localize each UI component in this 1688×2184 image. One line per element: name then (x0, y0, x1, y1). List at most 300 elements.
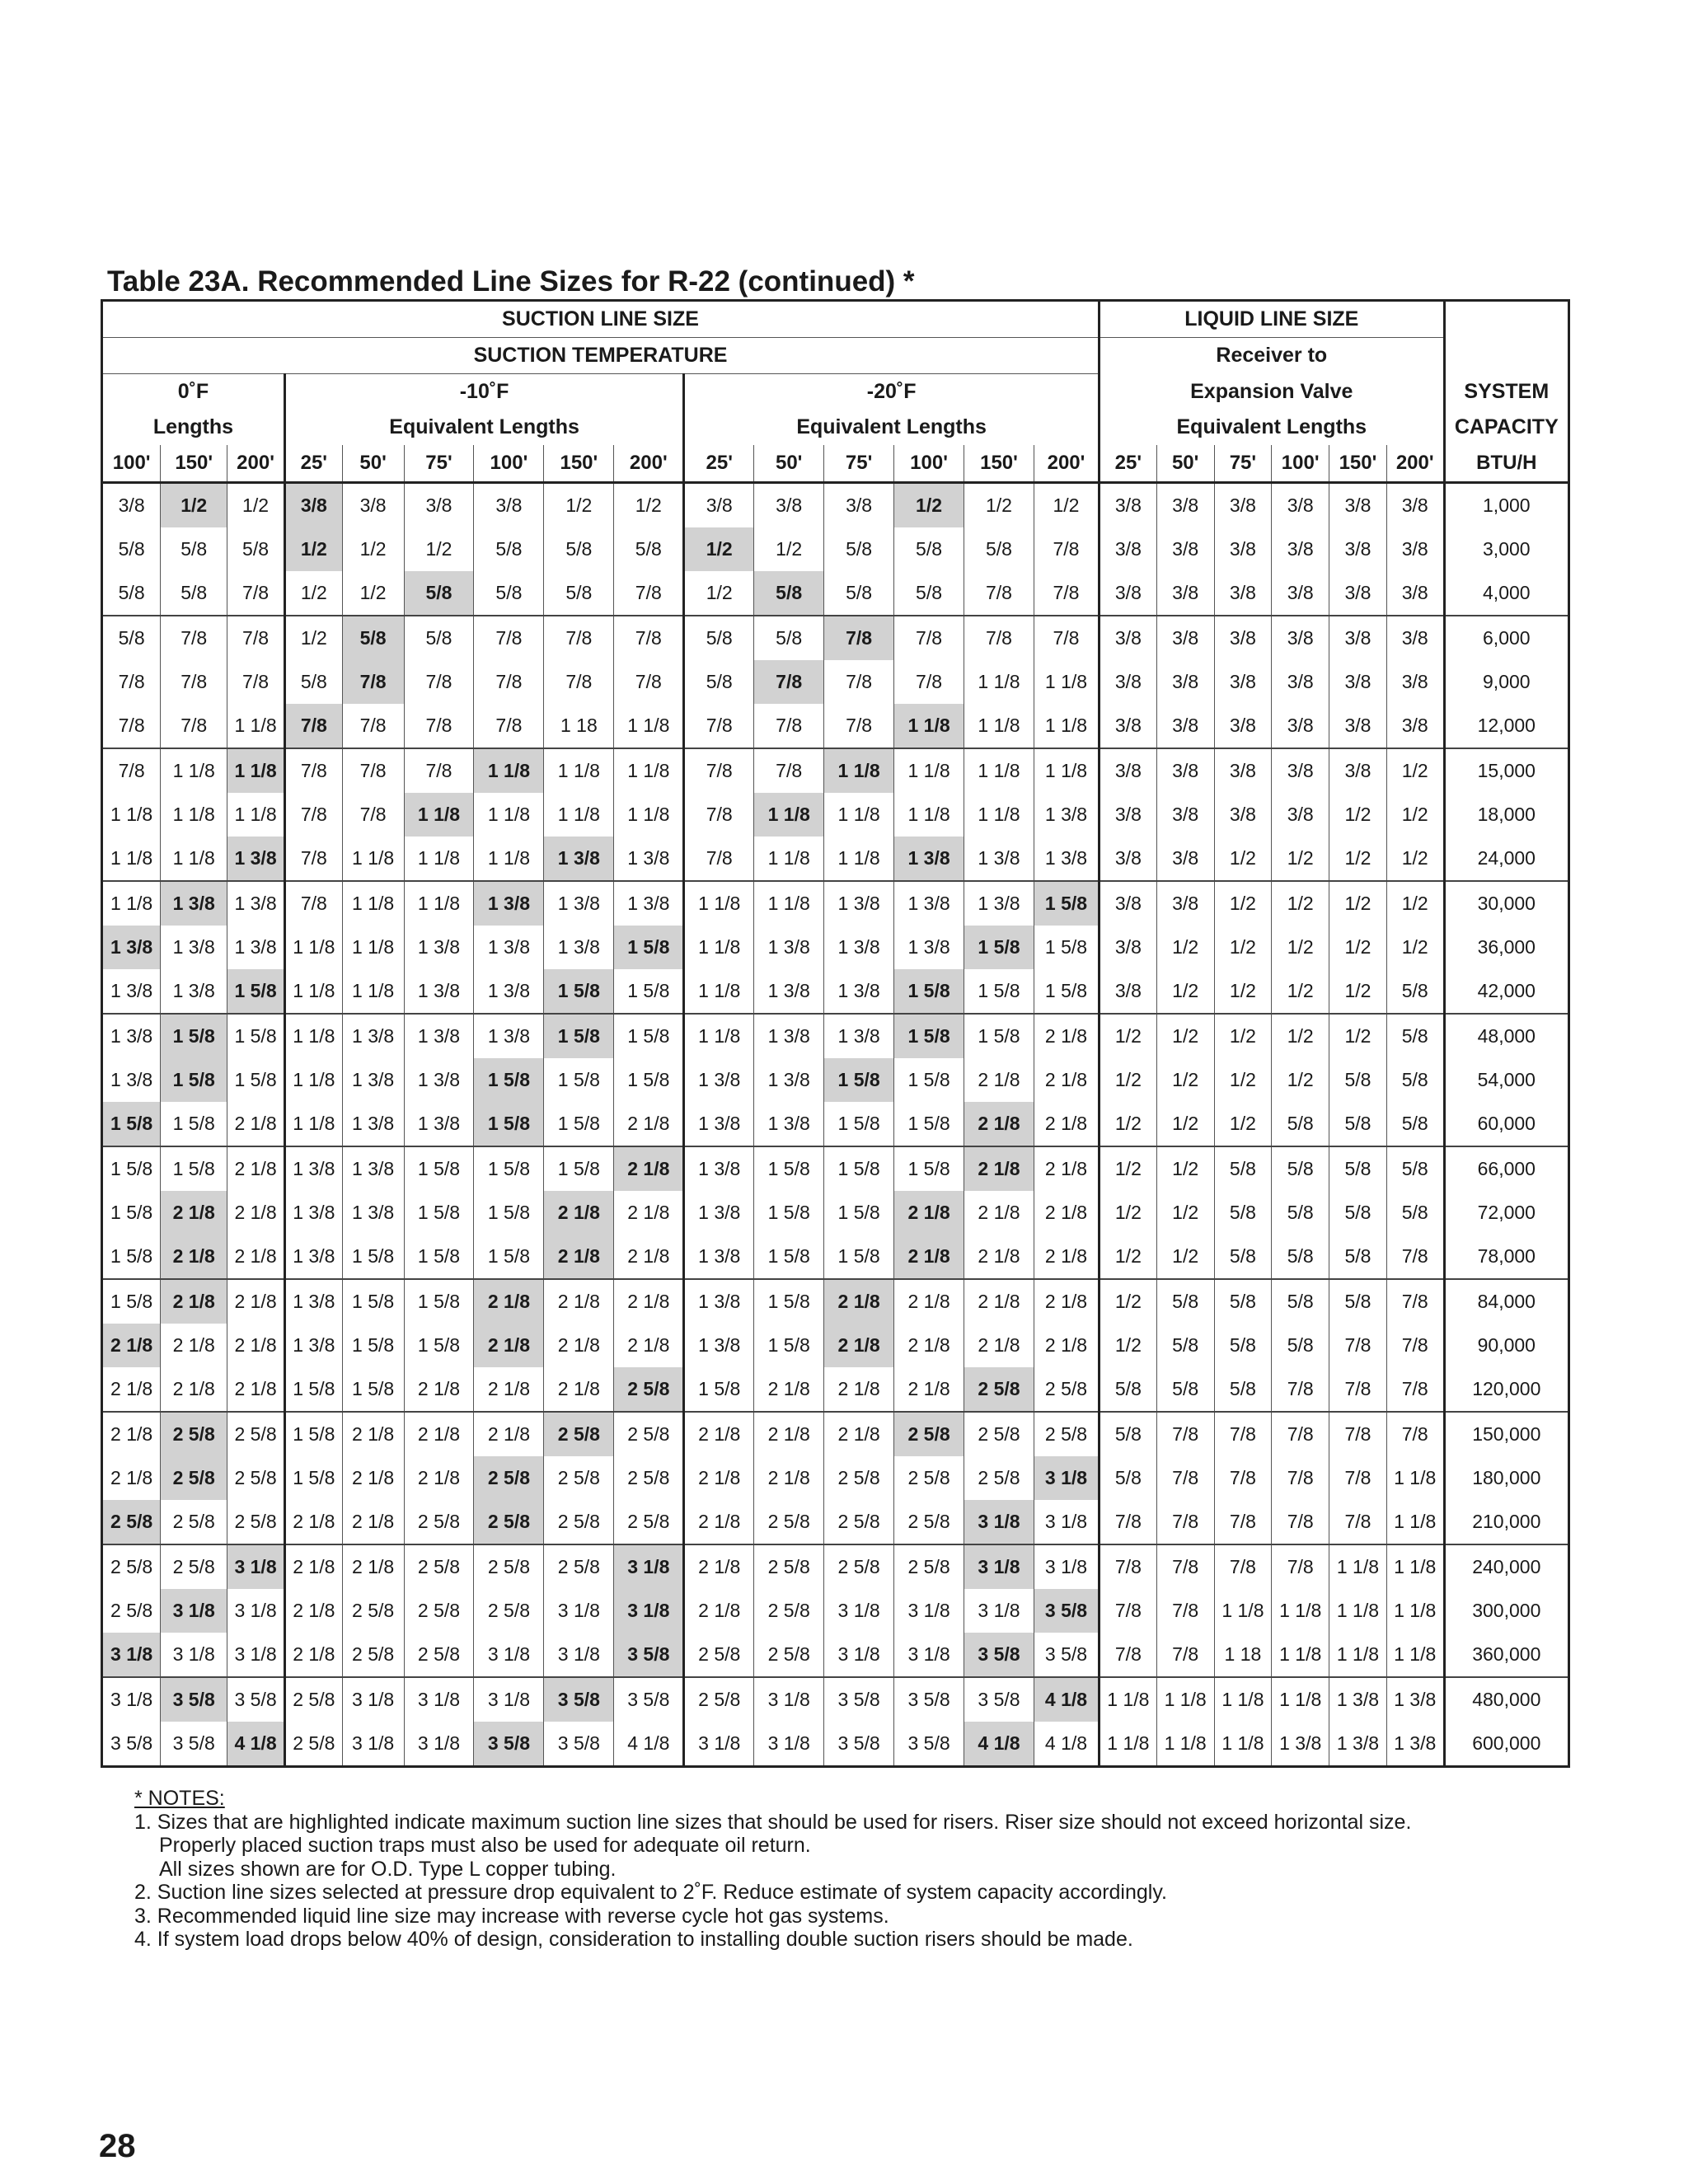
size-cell: 1 3/8 (684, 1102, 754, 1146)
size-cell: 2 1/8 (964, 1058, 1034, 1102)
size-cell: 5/8 (684, 660, 754, 704)
size-cell: 1 1/8 (342, 926, 404, 969)
size-cell: 3/8 (684, 483, 754, 528)
size-cell: 5/8 (894, 571, 964, 616)
size-cell: 1 1/8 (1100, 1677, 1157, 1722)
size-cell: 7/8 (1156, 1589, 1214, 1633)
riser-max-cell: 2 5/8 (161, 1412, 227, 1456)
size-cell: 7/8 (1214, 1544, 1272, 1589)
size-cell: 1 1/8 (1329, 1633, 1387, 1677)
size-cell: 1 1/8 (1329, 1544, 1387, 1589)
riser-max-cell: 1 1/8 (754, 793, 824, 837)
size-cell: 3/8 (1329, 483, 1387, 528)
size-cell: 2 1/8 (227, 1146, 285, 1191)
size-cell: 2 5/8 (894, 1544, 964, 1589)
size-cell: 5/8 (824, 571, 894, 616)
capacity-cell: 36,000 (1444, 926, 1568, 969)
size-cell: 1 3/8 (284, 1191, 342, 1235)
size-cell: 3 1/8 (1034, 1500, 1099, 1544)
size-cell: 3 1/8 (342, 1677, 404, 1722)
size-cell: 3/8 (1272, 793, 1329, 837)
size-cell: 1/2 (1034, 483, 1099, 528)
size-cell: 1 1/8 (754, 837, 824, 881)
size-cell: 2 1/8 (474, 1367, 544, 1412)
size-cell: 2 5/8 (110, 1600, 153, 1621)
size-cell: 1 1/8 (1386, 1500, 1444, 1544)
size-cell: 5/8 (284, 660, 342, 704)
size-cell: 3/8 (1272, 571, 1329, 616)
size-cell: 1 1/8 (342, 969, 404, 1014)
size-cell: 3/8 (1272, 616, 1329, 660)
size-cell: 1 3/8 (824, 969, 894, 1014)
capacity-cell: 72,000 (1444, 1191, 1568, 1235)
length-header: 200' (1386, 445, 1444, 483)
riser-max-cell: 1 3/8 (474, 881, 544, 926)
size-cell: 5/8 (118, 538, 145, 560)
size-cell: 1 5/8 (824, 1191, 894, 1235)
size-cell: 1/2 (1329, 1014, 1387, 1058)
riser-max-cell: 3 5/8 (964, 1633, 1034, 1677)
riser-max-cell: 3 1/8 (227, 1544, 285, 1589)
size-cell: 1 5/8 (284, 1456, 342, 1500)
length-header: 150' (1329, 445, 1387, 483)
table-row (103, 483, 1568, 528)
size-cell: 2 1/8 (1034, 1014, 1099, 1058)
table-row (103, 704, 1568, 748)
riser-max-cell: 5/8 (342, 616, 404, 660)
size-cell: 2 1/8 (964, 1191, 1034, 1235)
size-cell: 2 1/8 (404, 1412, 474, 1456)
size-cell: 1 1/8 (684, 1014, 754, 1058)
size-cell: 1/2 (1386, 926, 1444, 969)
size-cell: 7/8 (1214, 1456, 1272, 1500)
size-cell: 1 5/8 (614, 1058, 684, 1102)
size-cell: 2 1/8 (684, 1544, 754, 1589)
size-cell: 3 1/8 (161, 1633, 227, 1677)
size-cell: 1 3/8 (754, 1014, 824, 1058)
length-header: 50' (754, 445, 824, 483)
size-cell: 5/8 (1386, 1102, 1444, 1146)
size-cell: 2 5/8 (544, 1544, 614, 1589)
capacity-cell: 120,000 (1444, 1367, 1568, 1412)
riser-max-cell: 4 1/8 (964, 1722, 1034, 1765)
size-cell: 3 5/8 (824, 1722, 894, 1765)
size-cell: 2 5/8 (110, 1556, 153, 1577)
riser-max-cell: 3 5/8 (1034, 1589, 1099, 1633)
size-cell: 1 5/8 (544, 1058, 614, 1102)
size-cell: 2 5/8 (1034, 1367, 1099, 1412)
size-cell: 1/2 (1386, 881, 1444, 926)
size-cell: 1 3/8 (684, 1146, 754, 1191)
size-cell: 5/8 (1214, 1146, 1272, 1191)
size-cell: 7/8 (614, 660, 684, 704)
size-cell: 2 1/8 (110, 1467, 153, 1488)
size-cell: 3/8 (1100, 660, 1157, 704)
size-cell: 1 3/8 (684, 1191, 754, 1235)
size-cell: 1 1/8 (1034, 748, 1099, 793)
size-cell: 3 5/8 (110, 1732, 153, 1754)
size-cell: 7/8 (1329, 1456, 1387, 1500)
length-header: 50' (1156, 445, 1214, 483)
size-cell: 1/2 (1156, 926, 1214, 969)
size-cell: 7/8 (474, 616, 544, 660)
size-cell: 1 3/8 (684, 1324, 754, 1367)
size-cell: 1/2 (1100, 1102, 1157, 1146)
size-cell: 1 1/8 (284, 969, 342, 1014)
size-cell: 1 5/8 (103, 1235, 161, 1279)
capacity-cell: 15,000 (1444, 748, 1568, 793)
size-cell: 2 1/8 (894, 1367, 964, 1412)
size-cell: 1/2 (1100, 1191, 1157, 1235)
length-header: 200' (1034, 445, 1099, 483)
size-cell: 2 1/8 (684, 1589, 754, 1633)
size-cell: 1 5/8 (684, 1367, 754, 1412)
size-cell: 1 3/8 (342, 1191, 404, 1235)
riser-max-cell: 1 5/8 (161, 1058, 227, 1102)
size-cell: 5/8 (1214, 1367, 1272, 1412)
size-cell: 2 1/8 (161, 1324, 227, 1367)
table-row (103, 1146, 1568, 1191)
size-cell: 2 1/8 (1034, 1102, 1099, 1146)
riser-max-cell: 1 5/8 (894, 1014, 964, 1058)
size-cell: 1 3/8 (1329, 1677, 1387, 1722)
length-header: 150' (964, 445, 1034, 483)
size-cell: 2 5/8 (1034, 1412, 1099, 1456)
size-cell: 1 3/8 (404, 1102, 474, 1146)
size-cell: 5/8 (1156, 1279, 1214, 1324)
capacity-cell: 300,000 (1444, 1589, 1568, 1633)
size-cell: 3/8 (1329, 527, 1387, 571)
size-cell: 1/2 (614, 483, 684, 528)
size-cell: 7/8 (1156, 1456, 1214, 1500)
table-row (103, 837, 1568, 881)
size-cell: 1/2 (1156, 1235, 1214, 1279)
size-cell: 7/8 (474, 704, 544, 748)
size-cell: 7/8 (342, 748, 404, 793)
size-cell: 1 1/8 (684, 881, 754, 926)
size-cell: 5/8 (1100, 1456, 1157, 1500)
capacity-cell: 9,000 (1444, 660, 1568, 704)
size-cell: 3/8 (1272, 527, 1329, 571)
size-cell: 1 1/8 (824, 793, 894, 837)
riser-max-cell: 1 1/8 (474, 748, 544, 793)
riser-max-cell: 1 3/8 (894, 837, 964, 881)
size-cell: 5/8 (1386, 969, 1444, 1014)
riser-max-cell: 3 1/8 (1034, 1456, 1099, 1500)
length-header: 200' (227, 445, 285, 483)
size-cell: 1 5/8 (404, 1235, 474, 1279)
size-cell: 7/8 (1272, 1544, 1329, 1589)
size-cell: 2 5/8 (614, 1412, 684, 1456)
riser-max-cell: 5/8 (404, 571, 474, 616)
size-cell: 1 1/8 (1156, 1677, 1214, 1722)
size-cell: 2 5/8 (754, 1500, 824, 1544)
size-cell: 7/8 (1100, 1633, 1157, 1677)
size-cell: 1 5/8 (110, 1291, 153, 1312)
riser-max-cell: 1 3/8 (227, 837, 285, 881)
size-cell: 7/8 (1214, 1500, 1272, 1544)
size-cell: 1 3/8 (754, 1058, 824, 1102)
riser-max-cell: 3/8 (284, 483, 342, 528)
size-cell: 1 5/8 (754, 1191, 824, 1235)
size-cell: 1 3/8 (227, 926, 285, 969)
size-cell: 4 1/8 (1034, 1722, 1099, 1765)
size-cell: 3/8 (1100, 969, 1157, 1014)
note-4: 4. If system load drops below 40% of design, consideration to installing double suction risers should be made. (134, 1928, 1133, 1951)
riser-max-cell: 2 5/8 (103, 1500, 161, 1544)
size-cell: 5/8 (1214, 1279, 1272, 1324)
size-cell: 2 1/8 (614, 1279, 684, 1324)
size-cell: 2 5/8 (754, 1589, 824, 1633)
capacity-cell: 210,000 (1444, 1500, 1568, 1544)
size-cell: 2 1/8 (103, 1367, 161, 1412)
size-cell: 7/8 (684, 837, 754, 881)
size-cell: 1 3/8 (474, 926, 544, 969)
size-cell: 7/8 (1386, 1324, 1444, 1367)
equiv-lengths-10-label: Equivalent Lengths (284, 410, 683, 445)
size-cell: 5/8 (1272, 1102, 1329, 1146)
size-cell: 1 1/8 (614, 704, 684, 748)
size-cell: 7/8 (161, 704, 227, 748)
size-cell: 3 1/8 (894, 1633, 964, 1677)
size-cell: 2 1/8 (964, 1324, 1034, 1367)
size-cell: 1 5/8 (404, 1146, 474, 1191)
size-cell: 3/8 (118, 494, 145, 516)
size-cell: 2 1/8 (894, 1324, 964, 1367)
size-cell: 1 3/8 (684, 1235, 754, 1279)
riser-max-cell: 2 1/8 (894, 1191, 964, 1235)
riser-max-cell: 3 5/8 (544, 1677, 614, 1722)
table-row (103, 1633, 1568, 1677)
capacity-cell: 66,000 (1444, 1146, 1568, 1191)
size-cell: 3 5/8 (544, 1722, 614, 1765)
btuh-header: BTU/H (1444, 445, 1568, 483)
size-cell: 3/8 (1214, 483, 1272, 528)
size-cell: 5/8 (754, 616, 824, 660)
riser-max-cell: 2 5/8 (474, 1500, 544, 1544)
size-cell: 2 1/8 (227, 1367, 285, 1412)
size-cell: 1 5/8 (1034, 926, 1099, 969)
size-cell: 3 5/8 (964, 1677, 1034, 1722)
size-cell: 1/2 (1329, 881, 1387, 926)
length-header: 75' (1214, 445, 1272, 483)
size-cell: 1 3/8 (824, 926, 894, 969)
size-cell: 5/8 (103, 571, 161, 616)
size-cell: 2 1/8 (544, 1367, 614, 1412)
size-cell: 3 5/8 (894, 1722, 964, 1765)
size-cell: 2 5/8 (404, 1500, 474, 1544)
riser-max-cell: 2 1/8 (161, 1235, 227, 1279)
capacity-cell: 240,000 (1444, 1544, 1568, 1589)
size-cell: 2 5/8 (404, 1589, 474, 1633)
size-cell: 1/2 (684, 571, 754, 616)
size-cell: 1/2 (1100, 1146, 1157, 1191)
size-cell: 3 1/8 (404, 1722, 474, 1765)
size-cell: 7/8 (824, 660, 894, 704)
size-cell: 1 5/8 (824, 1102, 894, 1146)
size-cell: 3 5/8 (227, 1677, 285, 1722)
size-cell: 1 1/8 (227, 704, 285, 748)
riser-max-cell: 3 1/8 (614, 1544, 684, 1589)
size-cell: 5/8 (614, 527, 684, 571)
size-cell: 1 1/8 (1386, 1633, 1444, 1677)
size-cell: 3/8 (404, 483, 474, 528)
size-cell: 1 3/8 (754, 1102, 824, 1146)
size-cell: 1 3/8 (1272, 1722, 1329, 1765)
size-cell: 3/8 (1156, 793, 1214, 837)
size-cell: 1 5/8 (161, 1102, 227, 1146)
size-cell: 2 1/8 (404, 1367, 474, 1412)
riser-max-cell: 3 1/8 (614, 1589, 684, 1633)
size-cell: 1 5/8 (544, 1146, 614, 1191)
size-cell: 3/8 (1214, 527, 1272, 571)
capacity-cell: 78,000 (1444, 1235, 1568, 1279)
size-cell: 3 1/8 (544, 1589, 614, 1633)
size-cell: 7/8 (1100, 1589, 1157, 1633)
size-cell: 1/2 (284, 616, 342, 660)
size-cell: 1/2 (1100, 1324, 1157, 1367)
riser-max-cell: 1 1/8 (404, 793, 474, 837)
riser-max-cell: 1/2 (684, 527, 754, 571)
size-cell: 5/8 (1272, 1235, 1329, 1279)
size-cell: 2 1/8 (342, 1456, 404, 1500)
size-cell: 1 5/8 (404, 1324, 474, 1367)
size-cell: 7/8 (754, 748, 824, 793)
size-cell: 1 18 (1214, 1633, 1272, 1677)
size-cell: 3/8 (1100, 793, 1157, 837)
size-cell: 1 5/8 (404, 1191, 474, 1235)
size-cell: 1 5/8 (544, 1102, 614, 1146)
size-cell: 7/8 (1272, 1367, 1329, 1412)
riser-max-cell: 2 5/8 (544, 1412, 614, 1456)
riser-max-cell: 2 1/8 (824, 1324, 894, 1367)
capacity-cell: 90,000 (1444, 1324, 1568, 1367)
size-cell: 3/8 (1272, 704, 1329, 748)
size-cell: 1 3/8 (284, 1235, 342, 1279)
size-cell: 1 1/8 (544, 793, 614, 837)
size-cell: 1 3/8 (110, 1069, 153, 1090)
size-cell: 1 1/8 (404, 837, 474, 881)
size-cell: 5/8 (404, 616, 474, 660)
size-cell: 1/2 (1156, 1014, 1214, 1058)
size-cell: 7/8 (1386, 1367, 1444, 1412)
size-cell: 1 5/8 (754, 1235, 824, 1279)
size-cell: 1 1/8 (404, 881, 474, 926)
size-cell: 1 1/8 (894, 748, 964, 793)
size-cell: 1/2 (1214, 1058, 1272, 1102)
size-cell: 2 5/8 (227, 1412, 285, 1456)
table-row (103, 1589, 1568, 1633)
size-cell: 7/8 (1034, 571, 1099, 616)
size-cell: 7/8 (1329, 1412, 1387, 1456)
size-cell: 2 1/8 (964, 1279, 1034, 1324)
size-cell: 3 1/8 (1034, 1544, 1099, 1589)
riser-max-cell: 1 5/8 (474, 1058, 544, 1102)
capacity-cell: 54,000 (1444, 1058, 1568, 1102)
size-cell: 5/8 (1329, 1279, 1387, 1324)
table-row (103, 527, 1568, 571)
table-row (103, 793, 1568, 837)
size-cell: 3/8 (1156, 704, 1214, 748)
size-cell: 3/8 (1329, 660, 1387, 704)
size-cell: 2 1/8 (544, 1324, 614, 1367)
size-cell: 3/8 (1272, 483, 1329, 528)
size-cell: 5/8 (227, 527, 285, 571)
size-cell: 1 1/8 (474, 837, 544, 881)
size-cell: 1 1/8 (284, 1014, 342, 1058)
size-cell: 7/8 (404, 748, 474, 793)
size-cell: 1 5/8 (342, 1367, 404, 1412)
length-header: 25' (1100, 445, 1157, 483)
size-cell: 5/8 (1329, 1235, 1387, 1279)
size-cell: 1 1/8 (1272, 1633, 1329, 1677)
size-cell: 5/8 (1272, 1279, 1329, 1324)
notes (134, 1787, 1411, 1952)
capacity-cell: 18,000 (1444, 793, 1568, 837)
size-cell: 1 3/8 (964, 837, 1034, 881)
riser-max-cell: 2 1/8 (474, 1279, 544, 1324)
line-size-table (103, 302, 1568, 1765)
size-cell: 1 5/8 (284, 1367, 342, 1412)
capacity-spacer-2 (1444, 338, 1568, 374)
table-row (103, 1014, 1568, 1058)
size-cell: 1 1/8 (754, 881, 824, 926)
riser-max-cell: 2 1/8 (474, 1324, 544, 1367)
size-cell: 7/8 (544, 660, 614, 704)
size-cell: 1/2 (1272, 1014, 1329, 1058)
size-cell: 1 5/8 (964, 1014, 1034, 1058)
size-cell: 1 3/8 (894, 926, 964, 969)
size-cell: 3/8 (1386, 660, 1444, 704)
size-cell: 1 3/8 (544, 926, 614, 969)
size-cell: 3/8 (1100, 571, 1157, 616)
size-cell: 1/2 (342, 527, 404, 571)
size-cell: 1/2 (1329, 969, 1387, 1014)
size-cell: 5/8 (161, 571, 227, 616)
riser-max-cell: 2 1/8 (161, 1279, 227, 1324)
size-cell: 2 5/8 (894, 1456, 964, 1500)
capacity-cell: 1,000 (1444, 483, 1568, 528)
size-cell: 1/2 (1214, 837, 1272, 881)
size-cell: 1 1/8 (1214, 1722, 1272, 1765)
size-cell: 3 1/8 (544, 1633, 614, 1677)
size-cell: 5/8 (824, 527, 894, 571)
size-cell: 7/8 (404, 704, 474, 748)
size-cell: 1 1/8 (1272, 1677, 1329, 1722)
equiv-lengths-20-label: Equivalent Lengths (684, 410, 1100, 445)
size-cell: 2 5/8 (544, 1500, 614, 1544)
size-cell: 2 1/8 (614, 1324, 684, 1367)
riser-max-cell: 1 5/8 (474, 1102, 544, 1146)
size-cell: 1 1/8 (1034, 704, 1099, 748)
size-cell: 1 3/8 (544, 881, 614, 926)
size-cell: 1 3/8 (754, 969, 824, 1014)
size-cell: 1 1/8 (342, 881, 404, 926)
size-cell: 2 1/8 (227, 1279, 285, 1324)
size-cell: 3/8 (1156, 527, 1214, 571)
size-cell: 3/8 (1156, 616, 1214, 660)
size-cell: 7/8 (1386, 1412, 1444, 1456)
capacity-cell: 24,000 (1444, 837, 1568, 881)
size-cell: 3/8 (1156, 748, 1214, 793)
size-cell: 1/2 (1100, 1014, 1157, 1058)
size-cell: 7/8 (1272, 1500, 1329, 1544)
size-cell: 2 1/8 (284, 1544, 342, 1589)
size-cell: 1 3/8 (1386, 1722, 1444, 1765)
size-cell: 1 3/8 (404, 969, 474, 1014)
size-cell: 1/2 (1156, 1058, 1214, 1102)
size-cell: 1 3/8 (474, 969, 544, 1014)
